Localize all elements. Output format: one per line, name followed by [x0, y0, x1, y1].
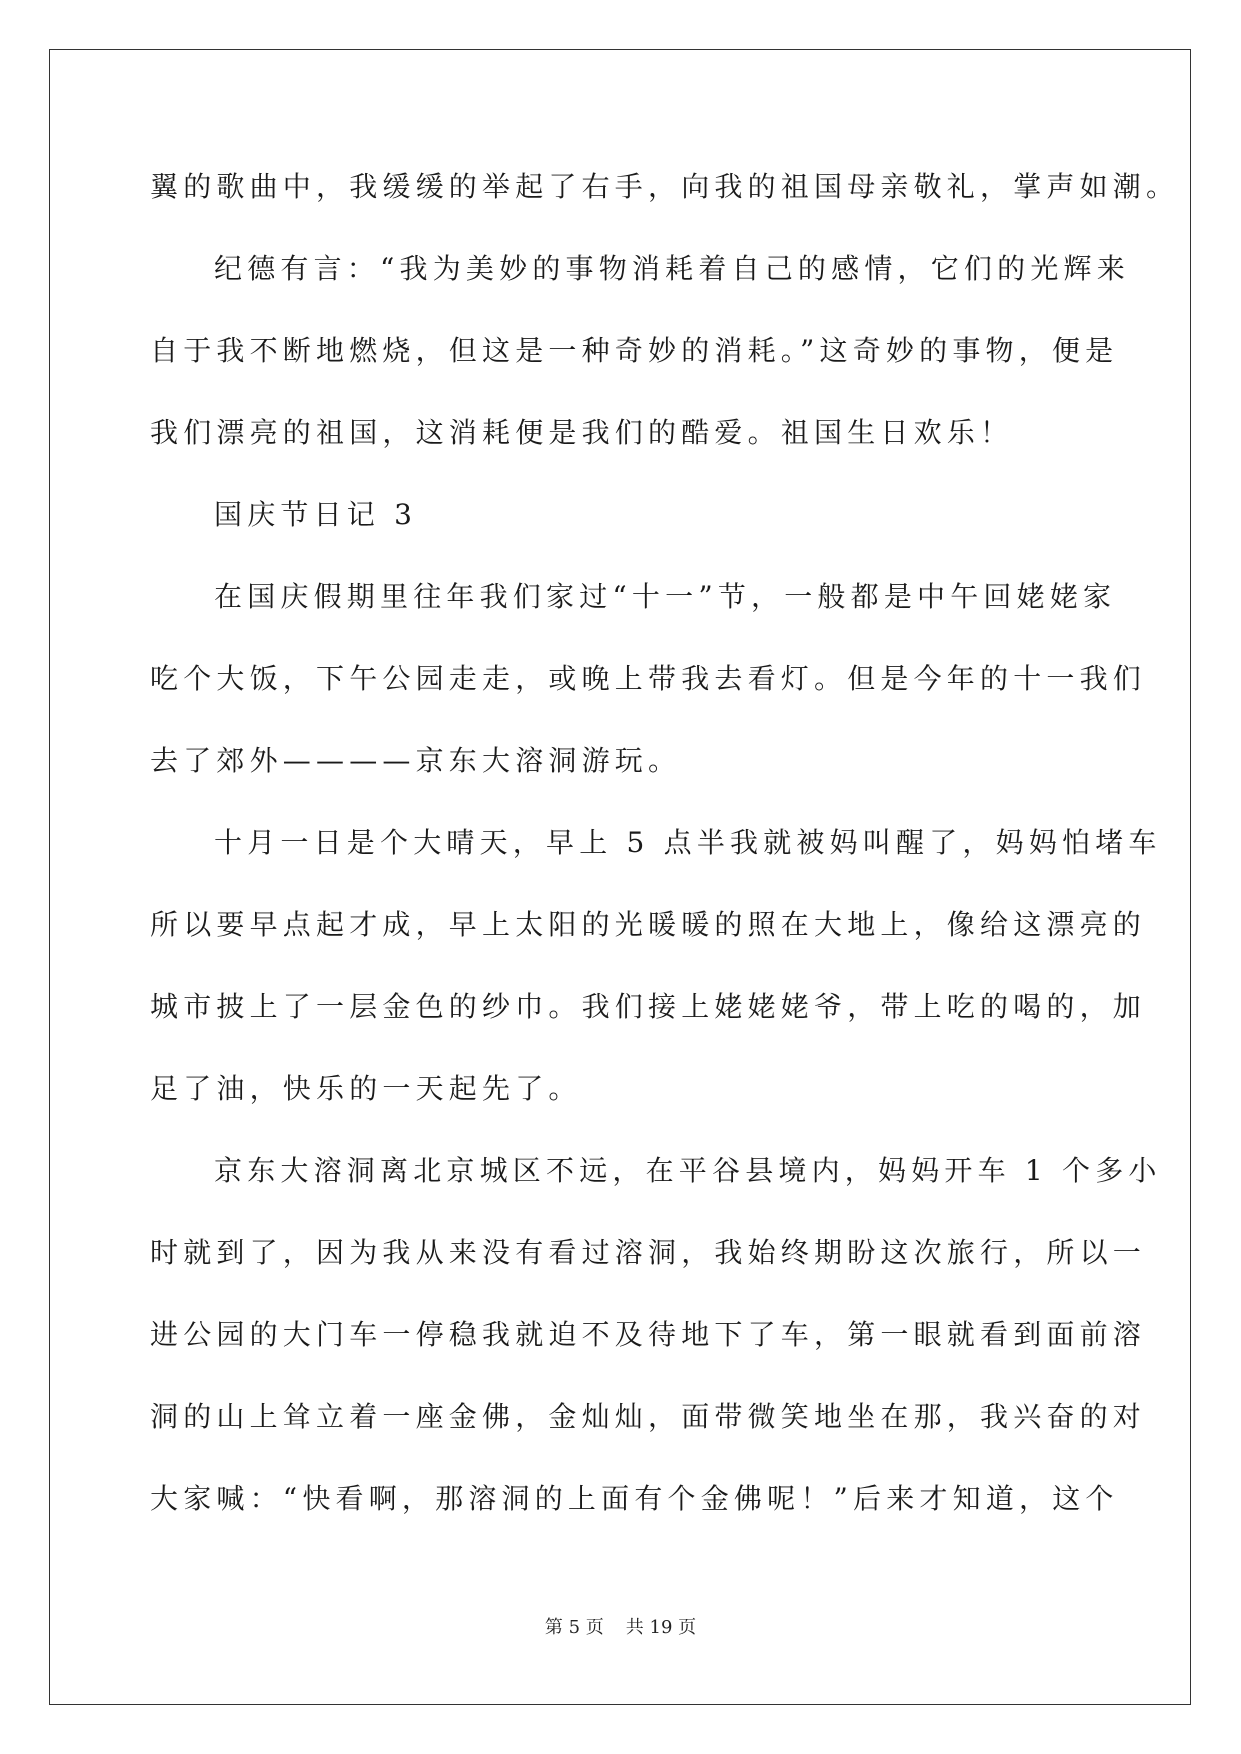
- text-line-11: 城市披上了一层金色的纱巾。我们接上姥姥姥爷，带上吃的喝的，加: [150, 990, 1147, 1023]
- text-line-13: 京东大溶洞离北京城区不远，在平谷县境内，妈妈开车 1 个多小: [214, 1154, 1162, 1187]
- text-line-4: 我们漂亮的祖国，这消耗便是我们的酷爱。祖国生日欢乐！: [150, 416, 1014, 449]
- text-line-8: 去了郊外————京东大溶洞游玩。: [150, 744, 682, 777]
- text-line-9: 十月一日是个大晴天，早上 5 点半我就被妈叫醒了，妈妈怕堵车: [214, 826, 1162, 859]
- text-line-17: 大家喊：“快看啊，那溶洞的上面有个金佛呢！”后来才知道，这个: [150, 1482, 1119, 1515]
- text-line-14: 时就到了，因为我从来没有看过溶洞，我始终期盼这次旅行，所以一: [150, 1236, 1147, 1269]
- text-line-16: 洞的山上耸立着一座金佛，金灿灿，面带微笑地坐在那，我兴奋的对: [150, 1400, 1147, 1433]
- text-line-10: 所以要早点起才成，早上太阳的光暖暖的照在大地上，像给这漂亮的: [150, 908, 1147, 941]
- section-heading: 国庆节日记 3: [214, 498, 418, 531]
- text-line-2: 纪德有言：“我为美妙的事物消耗着自己的感情，它们的光辉来: [214, 252, 1130, 285]
- text-line-7: 吃个大饭，下午公园走走，或晚上带我去看灯。但是今年的十一我们: [150, 662, 1147, 695]
- text-line-12: 足了油，快乐的一天起先了。: [150, 1072, 582, 1105]
- text-line-15: 进公园的大门车一停稳我就迫不及待地下了车，第一眼就看到面前溶: [150, 1318, 1147, 1351]
- text-line-6: 在国庆假期里往年我们家过“十一”节，一般都是中午回姥姥家: [214, 580, 1117, 613]
- document-body: [150, 163, 1180, 1557]
- page-total: 共 19 页: [625, 1617, 697, 1638]
- page-footer: [0, 1616, 1241, 1640]
- page-number: 第 5 页: [544, 1617, 604, 1638]
- text-line-1: 翼的歌曲中，我缓缓的举起了右手，向我的祖国母亲敬礼，掌声如潮。: [150, 170, 1180, 203]
- text-line-3: 自于我不断地燃烧，但这是一种奇妙的消耗。”这奇妙的事物，便是: [150, 334, 1119, 367]
